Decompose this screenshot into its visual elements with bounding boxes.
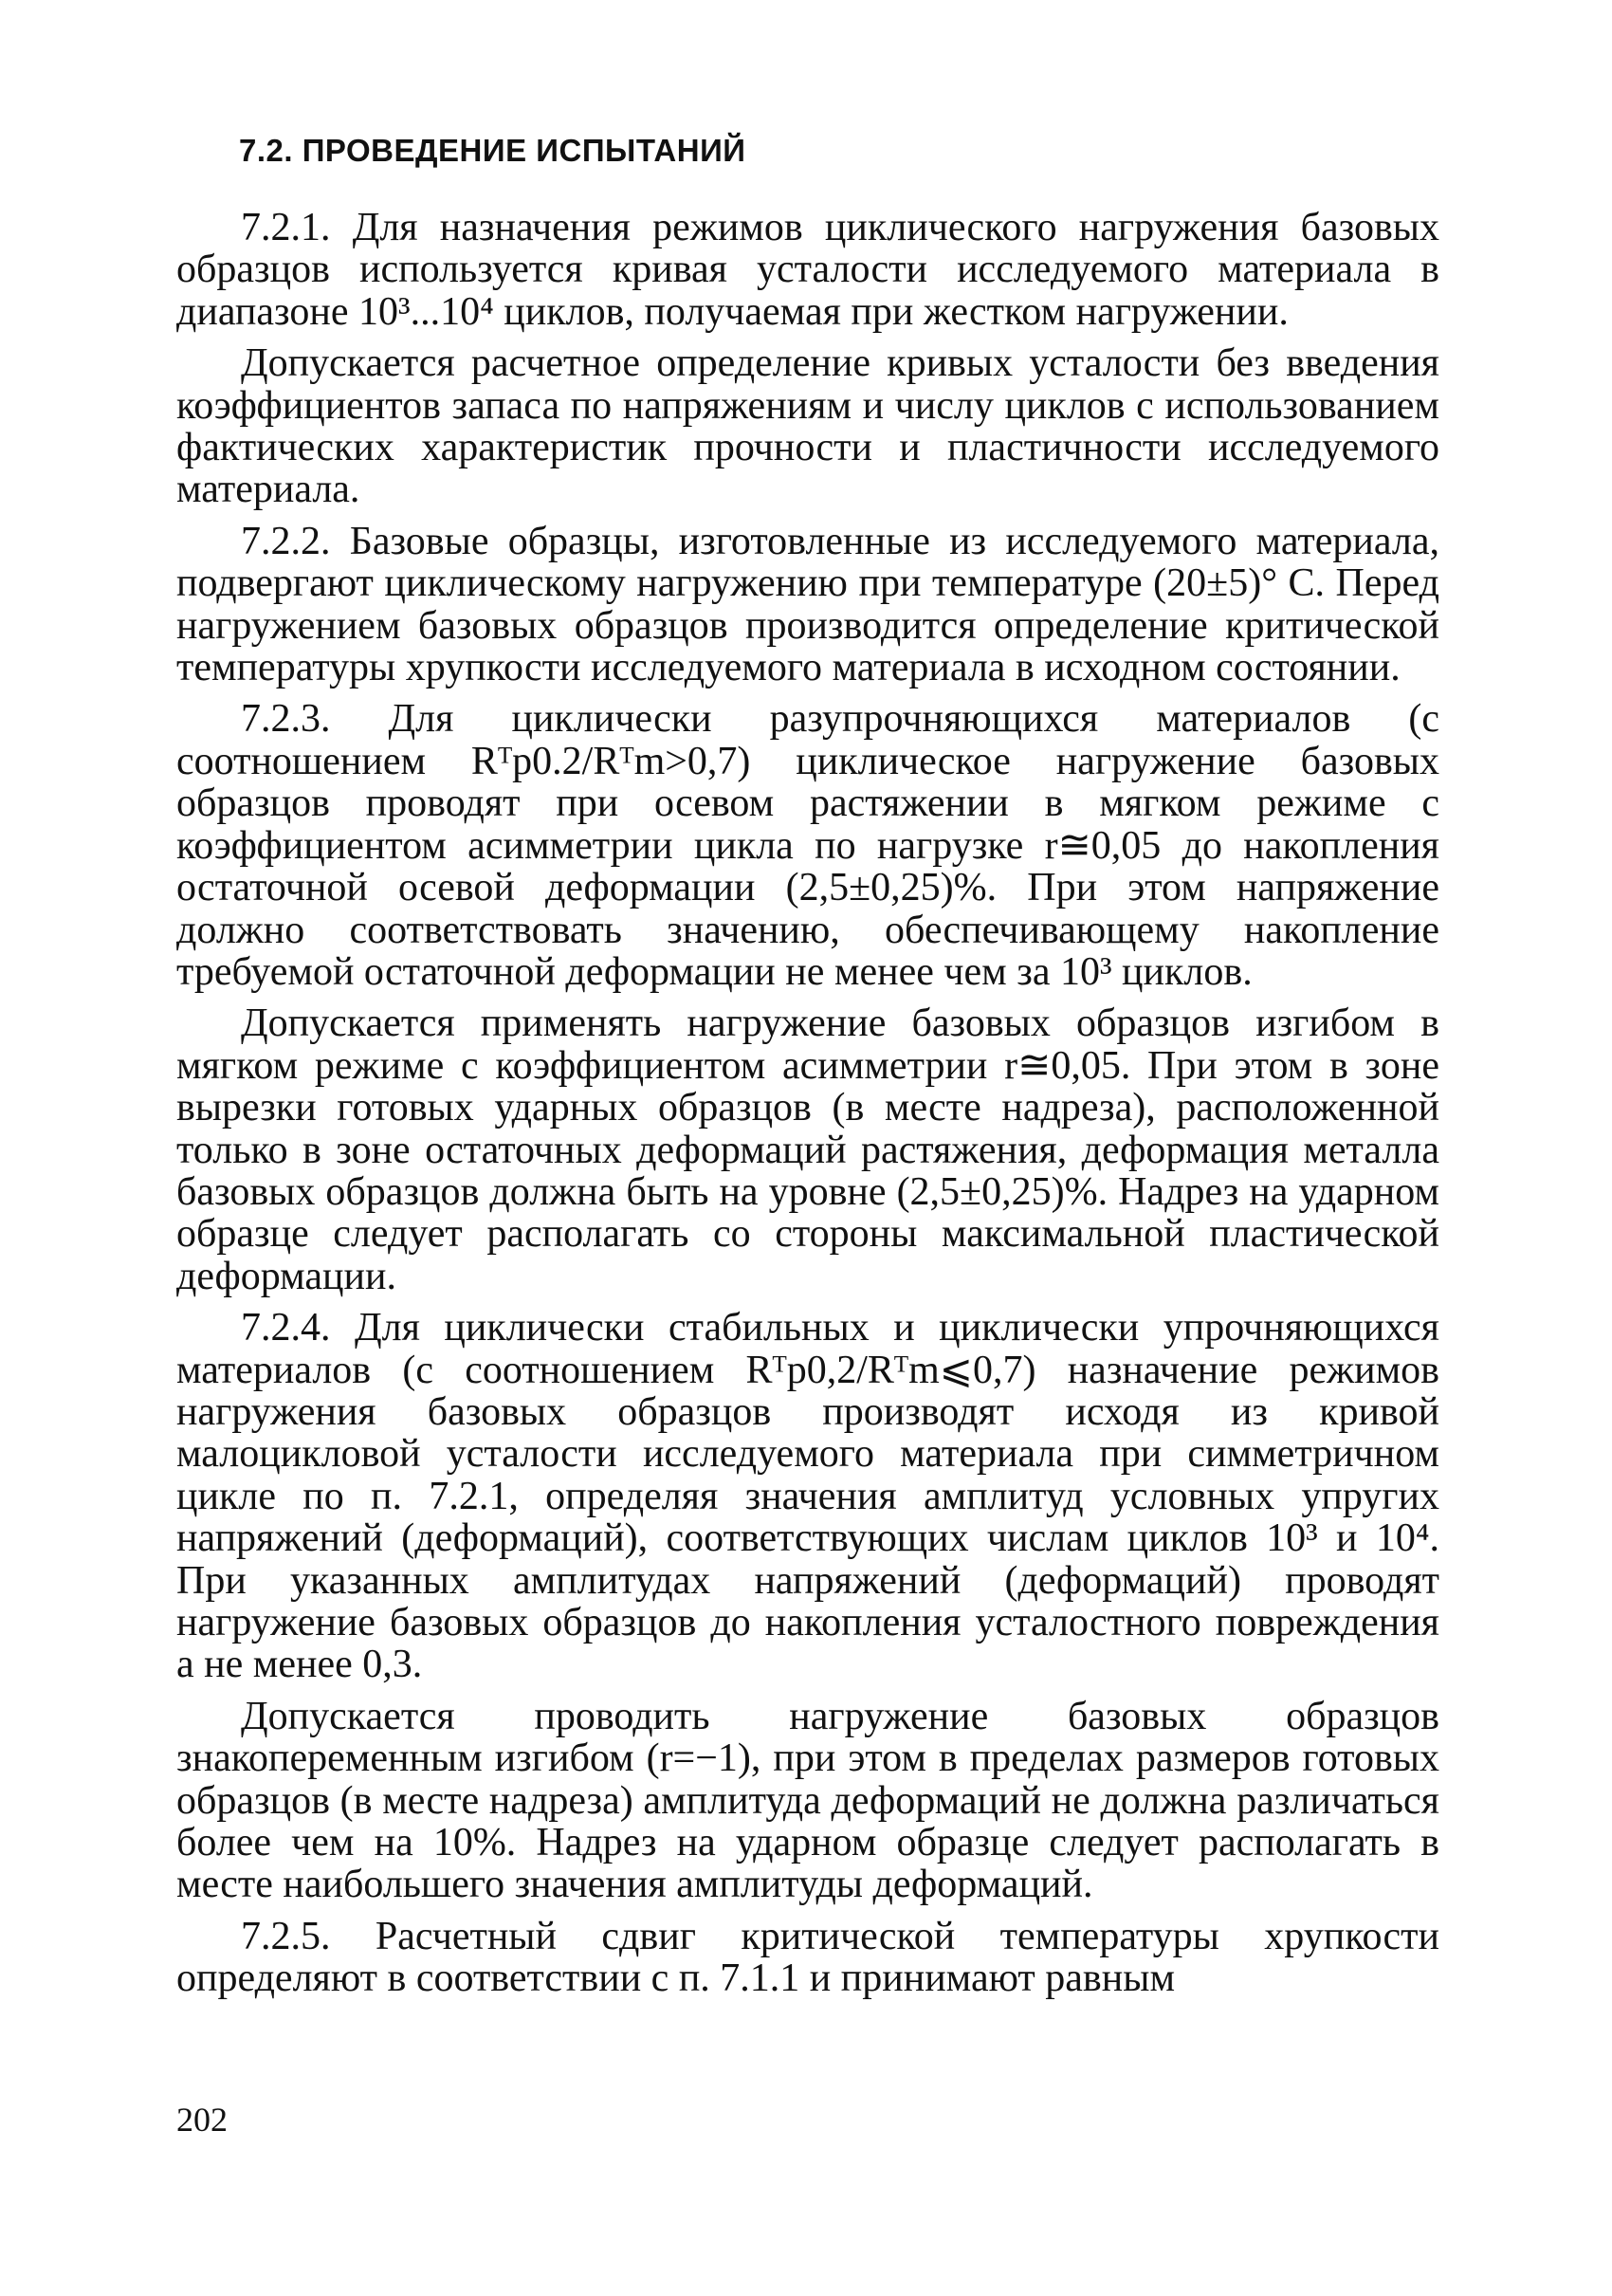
paragraph-7-2-3: 7.2.3. Для циклически разупрочняющихся материалов (с соотношением Rᵀp0.2/Rᵀm>0,7) циклическое нагружение базовых образцов проводят при осевом растяжении в мягком режиме с коэффициентом асимметрии цикла по нагрузке r≅0,05 до накопления остаточной осевой деформации (2,5±0,25)%. При этом напряжение должно соответствовать значению, обеспечивающему накопление требуемой остаточной деформации не менее чем за 10³ циклов. (176, 697, 1439, 994)
paragraph-7-2-1: 7.2.1. Для назначения режимов циклического нагружения базовых образцов используется кривая усталости исследуемого материала в диапазоне 10³...10⁴ циклов, получаемая при жестком нагружении. (176, 206, 1439, 334)
paragraph-calc-fatigue-curves: Допускается расчетное определение кривых усталости без введения коэффициентов запаса по напряжениям и числу циклов с использованием фактических характеристик прочности и пластичности исследуемого материала. (176, 341, 1439, 512)
page-number: 202 (176, 2101, 228, 2139)
paragraph-7-2-2: 7.2.2. Базовые образцы, изготовленные из исследуемого материала, подвергают циклическому нагружению при температуре (20±5)° С. Перед нагружением базовых образцов производится определение критической температуры хрупкости исследуемого материала в исходном состоянии. (176, 519, 1439, 690)
paragraph-bending-soft-mode: Допускается применять нагружение базовых образцов изгибом в мягком режиме с коэффициентом асимметрии r≅0,05. При этом в зоне вырезки готовых ударных образцов (в месте надреза), расположенной только в зоне остаточных деформаций растяжения, деформация металла базовых образцов должна быть на уровне (2,5±0,25)%. Надрез на ударном образце следует располагать со стороны максимальной пластической деформации. (176, 1001, 1439, 1298)
body-text (176, 207, 1439, 2000)
paragraph-7-2-4: 7.2.4. Для циклически стабильных и циклически упрочняющихся материалов (с соотношением Rᵀp0,2/Rᵀm⩽0,7) назначение режимов нагружения базовых образцов производят исходя из кривой малоцикловой усталости исследуемого материала при симметричном цикле по п. 7.2.1, определяя значения амплитуд условных упругих напряжений (деформаций), соответствующих числам циклов 10³ и 10⁴. При указанных амплитудах напряжений (деформаций) проводят нагружение базовых образцов до накопления усталостного повреждения a не менее 0,3. (176, 1306, 1439, 1687)
section-heading: 7.2. ПРОВЕДЕНИЕ ИСПЫТАНИЙ (239, 133, 746, 168)
paragraph-7-2-5: 7.2.5. Расчетный сдвиг критической температуры хрупкости определяют в соответствии с п. 7.1.1 и принимают равным (176, 1914, 1439, 2001)
paragraph-alternating-bending: Допускается проводить нагружение базовых образцов знакопеременным изгибом (r=−1), при этом в пределах размеров готовых образцов (в месте надреза) амплитуда деформаций не должна различаться более чем на 10%. Надрез на ударном образце следует располагать в месте наибольшего значения амплитуды деформаций. (176, 1694, 1439, 1907)
